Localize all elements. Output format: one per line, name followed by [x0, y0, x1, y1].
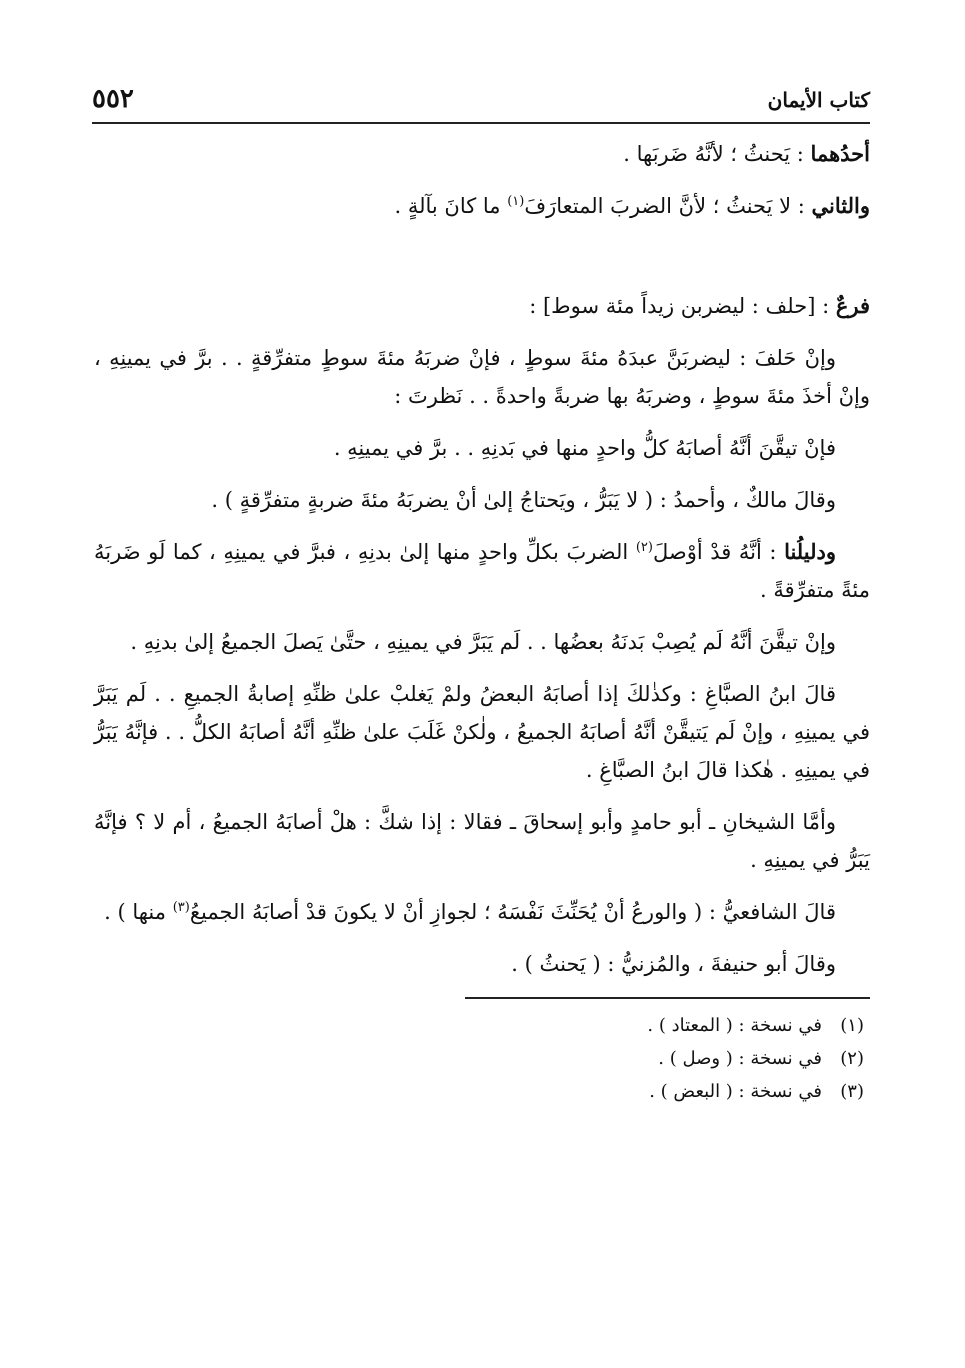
footnote-ref: (٢): [635, 540, 653, 555]
paragraph-text: وقالَ مالكٌ ، وأحمدُ : ( لا يَبَرُّ ، ويَحتاجُ إلىٰ أنْ يضربَهُ مئةَ ضربةٍ متفرِّقةٍ ) .: [211, 488, 836, 512]
paragraph: [94, 429, 870, 467]
paragraph: [94, 481, 870, 519]
paragraph-lead: ودليلُنا: [784, 539, 836, 564]
footnote-ref: (١): [507, 194, 525, 209]
opinion-lead: والثاني: [811, 193, 870, 218]
paragraph-text: وأمَّا الشيخانِ ـ أبو حامدٍ وأبو إسحاقَ ـ فقالا : إذا شكَّ : هلْ أصابَهُ الجميعُ ، أم لا ؟ فإنَّهُ يَبَرُّ في يمينِهِ .: [94, 810, 870, 872]
far3-heading: [94, 287, 870, 325]
running-header: [92, 82, 870, 124]
paragraph-text-tail: منها ) .: [104, 900, 173, 924]
footnote: [94, 1042, 870, 1075]
footnote-number: (١): [840, 1015, 864, 1036]
paragraph: [94, 803, 870, 879]
paragraph-text: وقالَ أبو حنيفةَ ، والمُزنيُّ : ( يَحنثُ ) .: [511, 952, 836, 976]
opinion-2: [94, 187, 870, 225]
footnote-number: (٢): [840, 1048, 864, 1069]
opinion-text-tail: ما كانَ بآلةٍ .: [394, 194, 508, 218]
footnote-text: في نسخة : ( وصل ) .: [658, 1048, 822, 1069]
footnote-text: في نسخة : ( البعض ) .: [649, 1081, 822, 1102]
footnote-text: في نسخة : ( المعتاد ) .: [647, 1015, 822, 1036]
paragraph: [94, 623, 870, 661]
main-text: [94, 135, 870, 1108]
footnotes: [94, 1009, 870, 1108]
footnote: [94, 1009, 870, 1042]
chapter-title: كتاب الأيمان: [767, 88, 870, 112]
far3-label: فرعٌ: [835, 293, 870, 318]
paragraph: [94, 533, 870, 609]
paragraph: [94, 893, 870, 931]
paragraph: [94, 339, 870, 415]
footnote-divider: [465, 997, 870, 999]
paragraph: [94, 675, 870, 789]
footnote-number: (٣): [840, 1081, 864, 1102]
paragraph-text: قالَ ابنُ الصبَّاغِ : وكذٰلكَ إذا أصابَهُ البعضُ ولمْ يَغلبْ علىٰ ظنِّهِ إصابةُ الجميعِ . . لَم يَبَرَّ في يمينِهِ ، وإنْ لَم يَتيقَّنْ أنَّهُ أصابَهُ الجميعُ ، ولٰكنْ غَلَبَ علىٰ ظنِّهِ أنَّهُ أصابَهُ الكلُّ . . فإنَّهُ يَبَرُّ في يمينِهِ . هٰكذا قالَ ابنُ الصبَّاغِ .: [94, 682, 870, 782]
paragraph-text: فإنْ تيقَّنَ أنَّهُ أصابَهُ كلُّ واحدٍ منها في بَدنِهِ . . برَّ في يمينِهِ .: [333, 436, 836, 460]
paragraph: [94, 945, 870, 983]
page-number: ٥٥٢: [92, 84, 134, 114]
paragraph-text: وإنْ حَلفَ : ليضربَنَّ عبدَهُ مئةَ سوطٍ ، فإنْ ضربَهُ مئةَ سوطٍ متفرِّقةٍ . . برَّ في يمينِهِ ، وإنْ أخذَ مئةَ سوطٍ ، وضربَهُ بها ضربةً واحدةً . . نَظرتَ :: [94, 346, 870, 408]
opinion-lead: أحدُهما: [810, 141, 870, 166]
opinion-text: : لا يَحنثُ ؛ لأنَّ الضربَ المتعارَفَ: [524, 194, 812, 218]
paragraph-text-tail: الضربَ بكلِّ واحدٍ منها إلىٰ بدنِهِ ، فبرَّ في يمينِهِ ، كما لَو ضَربَهُ مئةً متفرِّقةً .: [94, 540, 870, 602]
opinion-text: : يَحنثُ ؛ لأنَّهُ ضَربَها .: [623, 142, 811, 166]
paragraph-text: : أنَّهُ قدْ أوْصلَ: [652, 540, 785, 564]
paragraph-text: قالَ الشافعيُّ : ( والورعُ أنْ يُحَنِّثَ نَفْسَهُ ؛ لجوازِ أنْ لا يكونَ قدْ أصابَهُ الجميعُ: [189, 900, 836, 924]
paragraph-text: وإنْ تيقَّنَ أنَّهُ لَم يُصِبْ بَدنَهُ بعضُها . . لَم يَبَرَّ في يمينِهِ ، حتَّىٰ يَصلَ الجميعُ إلىٰ بدنِهِ .: [130, 630, 836, 654]
opinion-1: [94, 135, 870, 173]
footnote: [94, 1075, 870, 1108]
far3-text: : [حلف : ليضربن زيداً مئة سوط] :: [529, 294, 836, 318]
footnote-ref: (٣): [172, 900, 190, 915]
section-gap: [94, 239, 870, 287]
